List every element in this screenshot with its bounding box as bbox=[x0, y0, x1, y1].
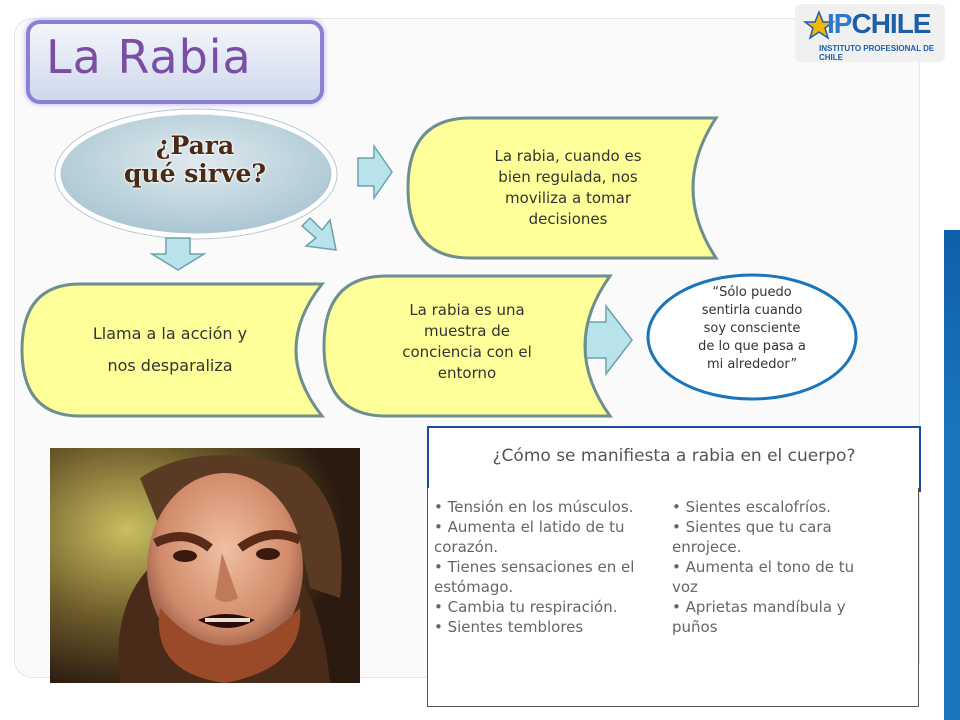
list-item: • Tensión en los músculos. bbox=[434, 498, 634, 516]
list-item: voz bbox=[672, 578, 698, 596]
list-item: • Tienes sensaciones en el bbox=[434, 558, 635, 576]
angry-face-illustration bbox=[50, 448, 360, 683]
angry-man-photo bbox=[50, 448, 360, 683]
list-item: • Sientes temblores bbox=[434, 618, 584, 636]
question-text bbox=[100, 132, 290, 188]
manifestation-right-column bbox=[672, 498, 912, 638]
manifestation-heading-box bbox=[427, 426, 921, 492]
list-item: enrojece. bbox=[672, 538, 742, 556]
list-item: • Cambia tu respiración. bbox=[434, 598, 618, 616]
manifestation-list bbox=[427, 488, 919, 707]
list-item: • Aprietas mandíbula y bbox=[672, 598, 846, 616]
arrow-right-top bbox=[358, 146, 392, 198]
list-item: • Aumenta el tono de tu bbox=[672, 558, 855, 576]
arrow-down bbox=[152, 238, 204, 270]
list-item: puños bbox=[672, 618, 718, 636]
logo-subtitle: INSTITUTO PROFESIONAL DE CHILE bbox=[819, 44, 935, 62]
question-line-2: qué sirve? bbox=[123, 159, 267, 188]
box-left-text: Llama a la acción y nos desparaliza bbox=[92, 324, 248, 375]
list-item: • Sientes escalofríos. bbox=[672, 498, 831, 516]
box-top-right-text: La rabia, cuando es bien regulada, nos moviliza a tomar decisiones bbox=[494, 147, 642, 228]
list-item: • Sientes que tu cara bbox=[672, 518, 832, 536]
arrow-diagonal bbox=[302, 218, 336, 250]
quote-text: “Sólo puedo sentirla cuando soy consciente de lo que pasa a mi alrededor” bbox=[698, 285, 806, 372]
arrow-right-middle bbox=[586, 306, 632, 374]
logo-wordmark: IPCHILE bbox=[827, 8, 931, 39]
list-item: • Aumenta el latido de tu bbox=[434, 518, 625, 536]
list-item: corazón. bbox=[434, 538, 499, 556]
manifestation-left-column bbox=[434, 498, 674, 638]
slide-title: La Rabia bbox=[46, 30, 252, 84]
list-item: estómago. bbox=[434, 578, 514, 596]
manifestation-heading: ¿Cómo se manifiesta a rabia en el cuerpo? bbox=[492, 446, 856, 466]
question-line-1: ¿Para bbox=[155, 131, 235, 160]
box-middle-text: La rabia es una muestra de conciencia con el entorno bbox=[402, 301, 532, 382]
